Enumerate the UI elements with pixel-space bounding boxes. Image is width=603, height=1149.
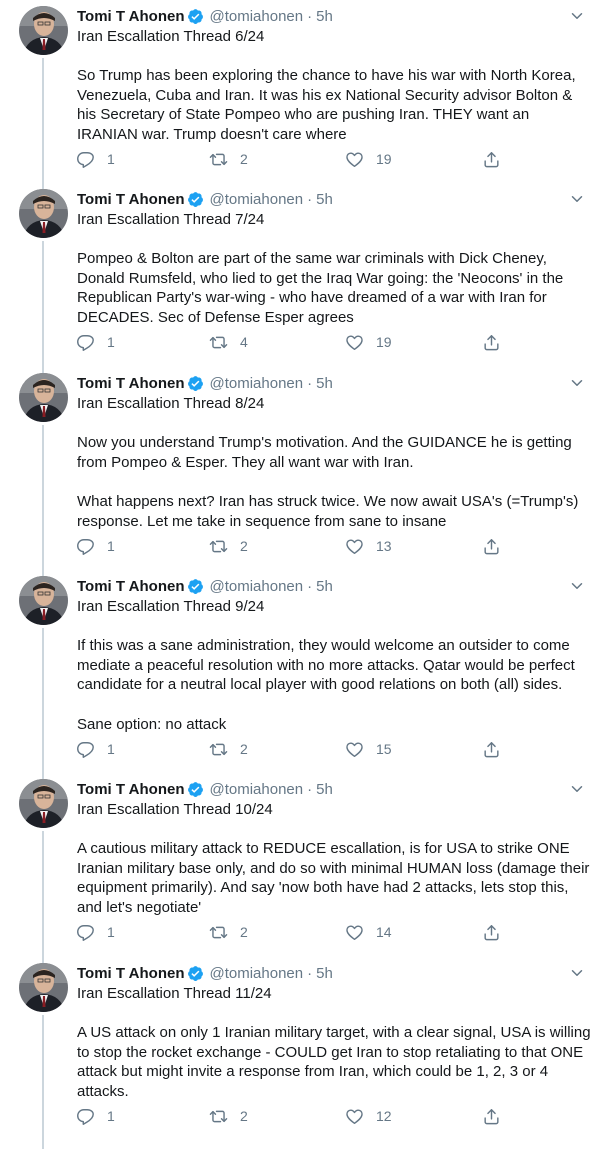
share-icon — [482, 923, 501, 942]
tweet-header — [77, 373, 333, 393]
author-handle[interactable]: @tomiahonen — [209, 190, 304, 208]
tweet-paragraph: Now you understand Trump's motivation. And the GUIDANCE he is getting from Pompeo & Esper. They all want war with Iran. — [77, 434, 576, 471]
like-count: 15 — [376, 741, 392, 757]
tweet-timestamp[interactable]: 5h — [316, 577, 333, 595]
reply-count: 1 — [107, 538, 115, 554]
author-name[interactable]: Tomi T Ahonen — [77, 577, 185, 595]
retweet-icon — [209, 740, 228, 759]
reply-icon — [76, 537, 95, 556]
reply-count: 1 — [107, 741, 115, 757]
retweet-icon — [209, 537, 228, 556]
avatar[interactable] — [19, 779, 68, 828]
reply-button[interactable] — [76, 331, 115, 353]
verified-badge-icon — [187, 965, 204, 982]
verified-badge-icon — [187, 578, 204, 595]
tweet-actions — [76, 535, 516, 559]
author-name[interactable]: Tomi T Ahonen — [77, 780, 185, 798]
tweet-timestamp[interactable]: 5h — [316, 190, 333, 208]
author-handle[interactable]: @tomiahonen — [209, 780, 304, 798]
reply-icon — [76, 333, 95, 352]
thread-connector-line — [42, 58, 44, 189]
tweet[interactable] — [0, 367, 603, 570]
thread-connector-line — [42, 241, 44, 373]
share-button[interactable] — [482, 921, 501, 943]
tweet-text — [77, 800, 592, 918]
reply-button[interactable] — [76, 1105, 115, 1127]
share-button[interactable] — [482, 331, 501, 353]
retweet-button[interactable] — [209, 738, 248, 760]
like-count: 19 — [376, 334, 392, 350]
share-button[interactable] — [482, 148, 501, 170]
separator-dot: · — [307, 7, 313, 25]
avatar[interactable] — [19, 189, 68, 238]
tweet-thread-title: Iran Escallation Thread 9/24 — [77, 598, 265, 615]
heart-icon — [345, 923, 364, 942]
heart-icon — [345, 150, 364, 169]
separator-dot: · — [307, 780, 313, 798]
separator-dot: · — [307, 190, 313, 208]
tweet-paragraph: Pompeo & Bolton are part of the same war criminals with Dick Cheney, Donald Rumsfeld, who lied to get the Iraq War going: the 'Neocons' in the Republican Party's war-wing - who have dreamed of a war with Iran for DECADES. Sec of Defense Esper agrees — [77, 250, 568, 326]
tweet[interactable] — [0, 0, 603, 183]
retweet-button[interactable] — [209, 1105, 248, 1127]
share-icon — [482, 333, 501, 352]
like-count: 12 — [376, 1108, 392, 1124]
reply-button[interactable] — [76, 148, 115, 170]
tweet-header — [77, 6, 333, 26]
retweet-count: 2 — [240, 924, 248, 940]
author-handle[interactable]: @tomiahonen — [209, 577, 304, 595]
author-name[interactable]: Tomi T Ahonen — [77, 964, 185, 982]
tweet-text — [77, 27, 592, 145]
tweet-text — [77, 394, 592, 531]
tweet-actions — [76, 1105, 516, 1129]
reply-count: 1 — [107, 1108, 115, 1124]
reply-icon — [76, 150, 95, 169]
reply-icon — [76, 740, 95, 759]
share-button[interactable] — [482, 1105, 501, 1127]
tweet-paragraph: A US attack on only 1 Iranian military target, with a clear signal, USA is willing to stop the rocket exchange - COULD get Iran to stop retaliating to that ONE attack but might invite a response from Iran, which could be 1, 2, 3 or 4 attacks. — [77, 1024, 595, 1100]
tweet-header — [77, 576, 333, 596]
retweet-button[interactable] — [209, 331, 248, 353]
like-button[interactable] — [345, 331, 392, 353]
tweet-actions — [76, 738, 516, 762]
like-count: 19 — [376, 151, 392, 167]
tweet-thread-title: Iran Escallation Thread 10/24 — [77, 801, 273, 818]
retweet-count: 2 — [240, 151, 248, 167]
tweet-paragraph: What happens next? Iran has struck twice. We now await USA's (=Trump's) response. Let me take in sequence from sane to insane — [77, 492, 583, 530]
heart-icon — [345, 333, 364, 352]
tweet-thread-title: Iran Escallation Thread 11/24 — [77, 985, 272, 1002]
retweet-count: 2 — [240, 741, 248, 757]
tweet[interactable] — [0, 570, 603, 773]
tweet-thread-title: Iran Escallation Thread 7/24 — [77, 211, 265, 228]
tweet-paragraph: If this was a sane administration, they would welcome an outsider to come mediate a peaceful resolution with no more attacks. Qatar would be perfect candidate for a neutral local player with good relations on both (all) sides. — [77, 637, 579, 694]
share-icon — [482, 1107, 501, 1126]
separator-dot: · — [307, 577, 313, 595]
reply-count: 1 — [107, 334, 115, 350]
retweet-icon — [209, 1107, 228, 1126]
share-button[interactable] — [482, 738, 501, 760]
author-name[interactable]: Tomi T Ahonen — [77, 7, 185, 25]
verified-badge-icon — [187, 191, 204, 208]
retweet-icon — [209, 333, 228, 352]
tweet-timestamp[interactable]: 5h — [316, 7, 333, 25]
tweet-text — [77, 210, 592, 328]
avatar[interactable] — [19, 6, 68, 55]
heart-icon — [345, 740, 364, 759]
avatar[interactable] — [19, 576, 68, 625]
author-name[interactable]: Tomi T Ahonen — [77, 374, 185, 392]
author-name[interactable]: Tomi T Ahonen — [77, 190, 185, 208]
tweet-timestamp[interactable]: 5h — [316, 374, 333, 392]
like-count: 13 — [376, 538, 392, 554]
like-button[interactable] — [345, 148, 392, 170]
verified-badge-icon — [187, 8, 204, 25]
retweet-button[interactable] — [209, 921, 248, 943]
tweet[interactable] — [0, 957, 603, 1143]
tweet-timestamp[interactable]: 5h — [316, 964, 333, 982]
share-icon — [482, 150, 501, 169]
retweet-count: 2 — [240, 1108, 248, 1124]
tweet-paragraph: So Trump has been exploring the chance to have his war with North Korea, Venezuela, Cuba and Iran. It was his ex National Security advisor Bolton & his Secretary of State Pompeo who are pushing Iran. THEY want an IRANIAN war. Trump doesn't care where — [77, 67, 580, 143]
share-icon — [482, 740, 501, 759]
thread-connector-line — [42, 831, 44, 963]
tweet-header — [77, 189, 333, 209]
tweet-timestamp[interactable]: 5h — [316, 780, 333, 798]
thread-connector-line — [42, 425, 44, 576]
separator-dot: · — [307, 964, 313, 982]
thread-connector-line — [42, 628, 44, 779]
reply-icon — [76, 923, 95, 942]
tweet[interactable] — [0, 183, 603, 367]
chevron-down-icon[interactable] — [568, 7, 586, 25]
avatar[interactable] — [19, 963, 68, 1012]
retweet-count: 2 — [240, 538, 248, 554]
retweet-icon — [209, 150, 228, 169]
tweet-actions — [76, 148, 516, 172]
reply-count: 1 — [107, 151, 115, 167]
chevron-down-icon[interactable] — [568, 964, 586, 982]
author-handle[interactable]: @tomiahonen — [209, 964, 304, 982]
tweet-actions — [76, 331, 516, 355]
tweet-header — [77, 963, 333, 983]
reply-button[interactable] — [76, 921, 115, 943]
reply-count: 1 — [107, 924, 115, 940]
share-button[interactable] — [482, 535, 501, 557]
like-button[interactable] — [345, 535, 392, 557]
thread-connector-line — [42, 1015, 44, 1149]
retweet-button[interactable] — [209, 148, 248, 170]
tweet[interactable] — [0, 773, 603, 957]
like-button[interactable] — [345, 921, 392, 943]
reply-icon — [76, 1107, 95, 1126]
like-button[interactable] — [345, 1105, 392, 1127]
heart-icon — [345, 537, 364, 556]
tweet-text — [77, 984, 595, 1102]
chevron-down-icon[interactable] — [568, 190, 586, 208]
tweet-header — [77, 779, 333, 799]
verified-badge-icon — [187, 375, 204, 392]
reply-button[interactable] — [76, 738, 115, 760]
retweet-count: 4 — [240, 334, 248, 350]
tweet-thread-title: Iran Escallation Thread 8/24 — [77, 395, 265, 412]
retweet-button[interactable] — [209, 535, 248, 557]
reply-button[interactable] — [76, 535, 115, 557]
tweet-thread-title: Iran Escallation Thread 6/24 — [77, 28, 265, 45]
chevron-down-icon[interactable] — [568, 374, 586, 392]
separator-dot: · — [307, 374, 313, 392]
tweet-text — [77, 597, 592, 734]
chevron-down-icon[interactable] — [568, 577, 586, 595]
like-button[interactable] — [345, 738, 392, 760]
like-count: 14 — [376, 924, 392, 940]
avatar[interactable] — [19, 373, 68, 422]
share-icon — [482, 537, 501, 556]
tweet-actions — [76, 921, 516, 945]
author-handle[interactable]: @tomiahonen — [209, 374, 304, 392]
tweet-paragraph: A cautious military attack to REDUCE escallation, is for USA to strike ONE Iranian military base only, and do so with minimal HUMAN loss (damage their equipment primarily). And say 'now both have had 2 attacks, lets stop this, and let's negotiate' — [77, 840, 594, 916]
author-handle[interactable]: @tomiahonen — [209, 7, 304, 25]
heart-icon — [345, 1107, 364, 1126]
verified-badge-icon — [187, 781, 204, 798]
retweet-icon — [209, 923, 228, 942]
tweet-paragraph: Sane option: no attack — [77, 715, 227, 733]
chevron-down-icon[interactable] — [568, 780, 586, 798]
